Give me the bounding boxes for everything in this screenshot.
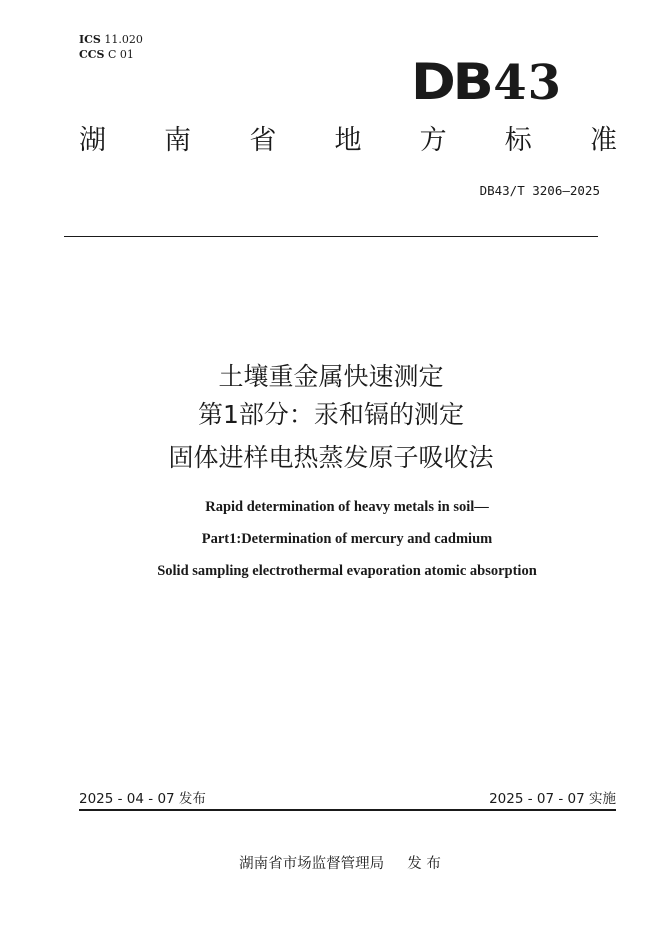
english-title-line-2: Part1:Determination of mercury and cadmium (201, 531, 493, 547)
standard-type-char: 湖 (79, 125, 106, 156)
db-logo-letters: DB (410, 53, 491, 111)
chinese-title-line-3: 固体进样电热蒸发原子吸收法 (168, 443, 494, 472)
ccs-code (79, 48, 134, 61)
release-date: 2025 - 04 - 07 发布 (79, 791, 206, 807)
ccs-label: CCS (79, 48, 105, 61)
ccs-value: C 01 (107, 48, 134, 61)
standard-type-char: 省 (249, 125, 277, 156)
ics-label: ICS (79, 33, 101, 46)
ics-value: 11.020 (104, 33, 143, 46)
db-logo-number: 43 (493, 55, 562, 111)
standard-type-char: 南 (164, 125, 192, 156)
top-divider (64, 236, 598, 237)
db-logo (410, 53, 562, 111)
standard-type-char: 准 (589, 125, 617, 156)
implementation-date: 2025 - 07 - 07 实施 (489, 791, 616, 807)
english-title-line-1: Rapid determination of heavy metals in soil— (205, 499, 489, 515)
chinese-title-line-2: 第1部分：汞和镉的测定 (198, 400, 464, 429)
standard-type-char: 地 (334, 125, 362, 156)
english-title-line-3: Solid sampling electrothermal evaporation atomic absorption (157, 563, 537, 579)
standard-number: DB43/T 3206—2025 (479, 183, 600, 198)
chinese-title-line-1: 土壤重金属快速测定 (218, 362, 444, 391)
standard-type-heading (79, 124, 617, 158)
standard-type-char: 方 (419, 125, 447, 156)
issuing-authority: 湖南省市场监督管理局 发 布 (239, 856, 441, 872)
bottom-divider (79, 809, 616, 811)
standard-type-char: 标 (504, 125, 532, 156)
ics-code (79, 33, 143, 46)
